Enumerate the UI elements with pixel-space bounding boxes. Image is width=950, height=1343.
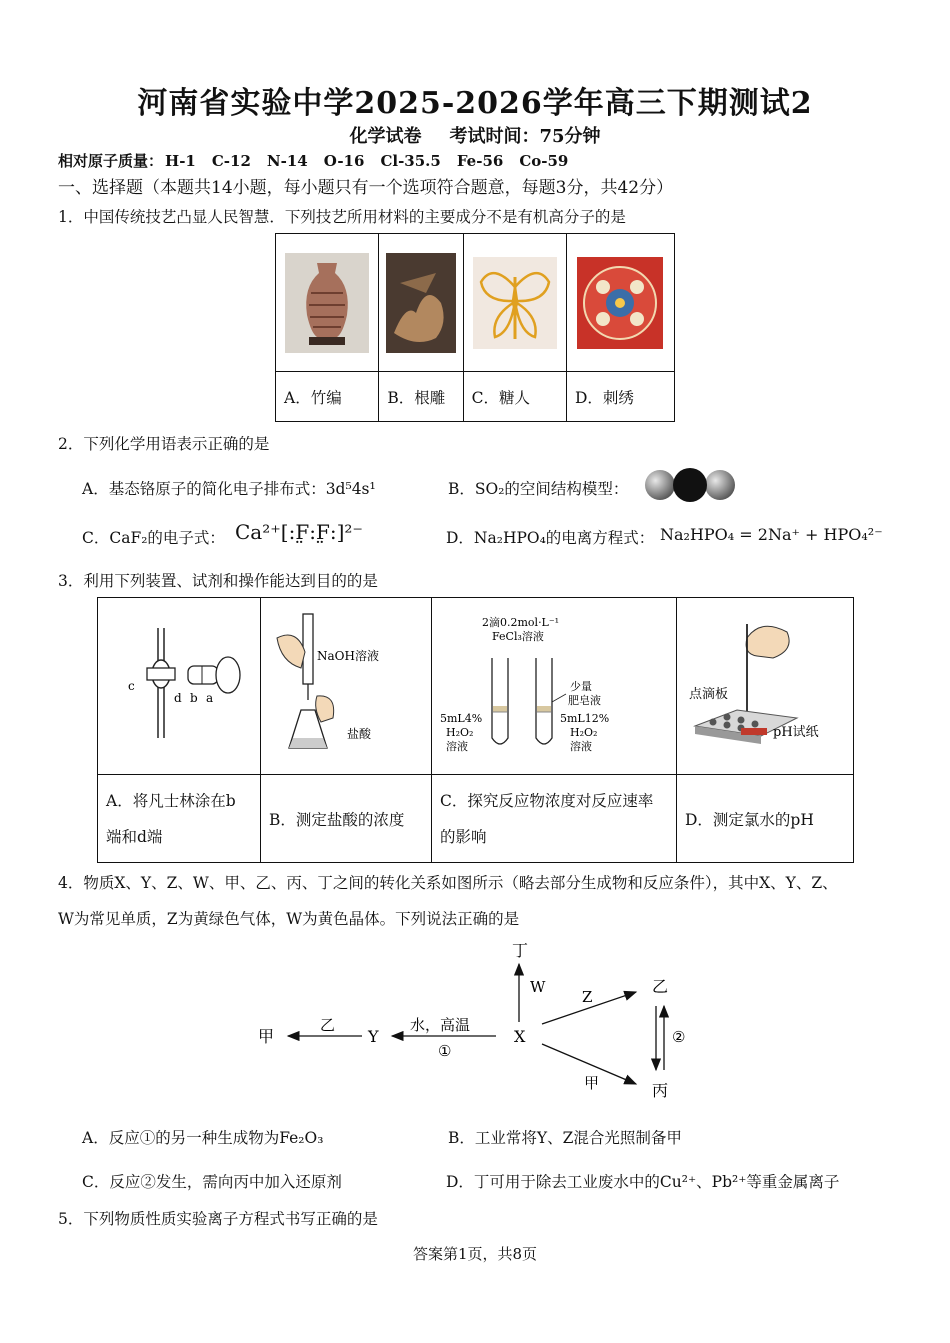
left-conc-label: 5mL4% xyxy=(440,712,483,725)
q4-option-d: D．丁可用于除去工业废水中的Cu²⁺、Pb²⁺等重金属离子 xyxy=(446,1173,840,1191)
embroidery-image xyxy=(567,234,674,371)
node-ding: 丁 xyxy=(512,941,529,960)
label-yi-arrow: 乙 xyxy=(320,1016,336,1034)
so2-model-image xyxy=(642,466,738,504)
right-conc-label: 5mL12% xyxy=(560,712,610,725)
soap-label-1: 少量 xyxy=(570,680,592,693)
q1-option-a: A．竹编 xyxy=(276,372,379,422)
q2-option-d: D．Na₂HPO₄的电离方程式： xyxy=(446,529,655,547)
q3-option-d: D．测定氯水的pH xyxy=(677,775,854,863)
fecl3-label-1: 2滴0.2mol·L⁻¹ xyxy=(482,616,560,629)
hcl-label: 盐酸 xyxy=(347,727,372,741)
spot-plate-label: 点滴板 xyxy=(689,687,729,702)
label-b: b xyxy=(190,691,198,705)
mass-item: O-16 xyxy=(323,152,365,170)
separatory-funnel-stopcock xyxy=(98,598,260,770)
label-reaction-2: ② xyxy=(672,1028,686,1046)
atomic-masses xyxy=(58,150,584,171)
vase-image xyxy=(276,234,378,371)
q3-option-c-line2: 的影响 xyxy=(440,827,487,846)
q3-option-c-line1: C．探究反应物浓度对反应速率 xyxy=(440,791,654,810)
na2hpo4-equation: Na₂HPO₄ = 2Na⁺ + HPO₄²⁻ xyxy=(660,525,883,544)
q1-option-d: D．刺绣 xyxy=(566,372,674,422)
mass-item: Cl-35.5 xyxy=(380,152,441,170)
label-jia-arrow: 甲 xyxy=(584,1074,600,1092)
node-jia: 甲 xyxy=(258,1027,275,1046)
q3-option-a xyxy=(98,775,261,863)
mass-item: C-12 xyxy=(211,152,251,170)
q3-apparatus-a xyxy=(98,598,261,775)
q2-option-b: B．SO₂的空间结构模型： xyxy=(448,480,629,498)
q1-option-b: B．根雕 xyxy=(379,372,463,422)
left-solution-label: 溶液 xyxy=(446,740,468,753)
q3-table xyxy=(97,597,854,863)
label-z: Z xyxy=(582,988,593,1006)
fecl3-label-2: FeCl₃溶液 xyxy=(492,630,544,643)
q4-stem-line2: W为常见单质，Z为黄绿色气体，W为黄色晶体。下列说法正确的是 xyxy=(58,910,520,928)
q3-option-c xyxy=(432,775,677,863)
q3-option-a-line1: A．将凡士林涂在b xyxy=(106,791,236,810)
q1-table xyxy=(275,233,675,422)
node-x: X xyxy=(514,1027,526,1046)
q4-option-a: A．反应①的另一种生成物为Fe₂O₃ xyxy=(82,1129,324,1147)
q2-stem: 2．下列化学用语表示正确的是 xyxy=(58,435,270,453)
test-tubes-setup xyxy=(432,598,676,770)
label-a: a xyxy=(206,691,214,705)
right-h2o2-label: H₂O₂ xyxy=(570,726,598,739)
ph-paper-label: pH试纸 xyxy=(773,725,819,740)
q3-apparatus-b xyxy=(261,598,432,775)
q3-apparatus-c xyxy=(432,598,677,775)
q1-image-cell xyxy=(566,234,674,372)
label-w: W xyxy=(530,978,546,996)
q1-image-cell xyxy=(379,234,463,372)
node-bing: 丙 xyxy=(652,1081,669,1100)
exam-time: 考试时间：75分钟 xyxy=(449,126,601,147)
spot-plate-setup xyxy=(677,598,853,770)
q3-apparatus-d xyxy=(677,598,854,775)
subject-label: 化学试卷 xyxy=(349,126,422,147)
q4-option-c: C．反应②发生，需向丙中加入还原剂 xyxy=(82,1173,342,1191)
left-h2o2-label: H₂O₂ xyxy=(446,726,474,739)
q1-stem: 1．中国传统技艺凸显人民智慧．下列技艺所用材料的主要成分不是有机高分子的是 xyxy=(58,208,626,226)
q5-stem: 5．下列物质性质实验离子方程式书写正确的是 xyxy=(58,1210,378,1228)
label-condition: 水，高温 xyxy=(410,1016,471,1034)
q3-option-b: B．测定盐酸的浓度 xyxy=(261,775,432,863)
exam-subtitle xyxy=(0,122,950,148)
naoh-label: NaOH溶液 xyxy=(317,649,379,663)
label-d: d xyxy=(174,691,182,705)
node-yi: 乙 xyxy=(652,977,669,996)
q1-option-c: C．糖人 xyxy=(463,372,566,422)
page-title: 河南省实验中学2025-2026学年高三下期测试2 xyxy=(137,86,813,121)
soap-label-2: 肥皂液 xyxy=(568,694,601,707)
titration-setup xyxy=(261,598,431,770)
mass-item: Co-59 xyxy=(519,152,569,170)
q4-stem-line1: 4．物质X、Y、Z、W、甲、乙、丙、丁之间的转化关系如图所示（略去部分生成物和反应条件），其中X、Y、Z、 xyxy=(58,874,838,892)
q2-option-a: A．基态铬原子的简化电子排布式：3d⁵4s¹ xyxy=(82,480,376,498)
sugar-figure-image xyxy=(464,234,566,371)
label-reaction-1: ① xyxy=(438,1042,452,1060)
q2-option-c: C．CaF₂的电子式： xyxy=(82,529,225,547)
mass-item: H-1 xyxy=(165,152,196,170)
root-carving-image xyxy=(379,234,462,371)
caf2-formula: Ca²⁺[:F̤:F̤:]²⁻ xyxy=(235,520,363,544)
page-footer: 答案第1页，共8页 xyxy=(412,1245,538,1263)
q4-transformation-diagram xyxy=(240,940,710,1110)
q1-image-cell xyxy=(463,234,566,372)
q4-option-b: B．工业常将Y、Z混合光照制备甲 xyxy=(448,1129,682,1147)
masses-label: 相对原子质量： xyxy=(58,152,164,170)
label-c: c xyxy=(128,679,135,693)
node-y: Y xyxy=(368,1027,379,1046)
right-solution-label: 溶液 xyxy=(570,740,592,753)
q1-image-cell xyxy=(276,234,379,372)
mass-item: Fe-56 xyxy=(456,152,504,170)
q3-option-a-line2: 端和d端 xyxy=(106,827,163,846)
q3-stem: 3．利用下列装置、试剂和操作能达到目的的是 xyxy=(58,572,378,590)
mass-item: N-14 xyxy=(266,152,308,170)
section-heading: 一、选择题（本题共14小题，每小题只有一个选项符合题意，每题3分，共42分） xyxy=(58,178,674,198)
